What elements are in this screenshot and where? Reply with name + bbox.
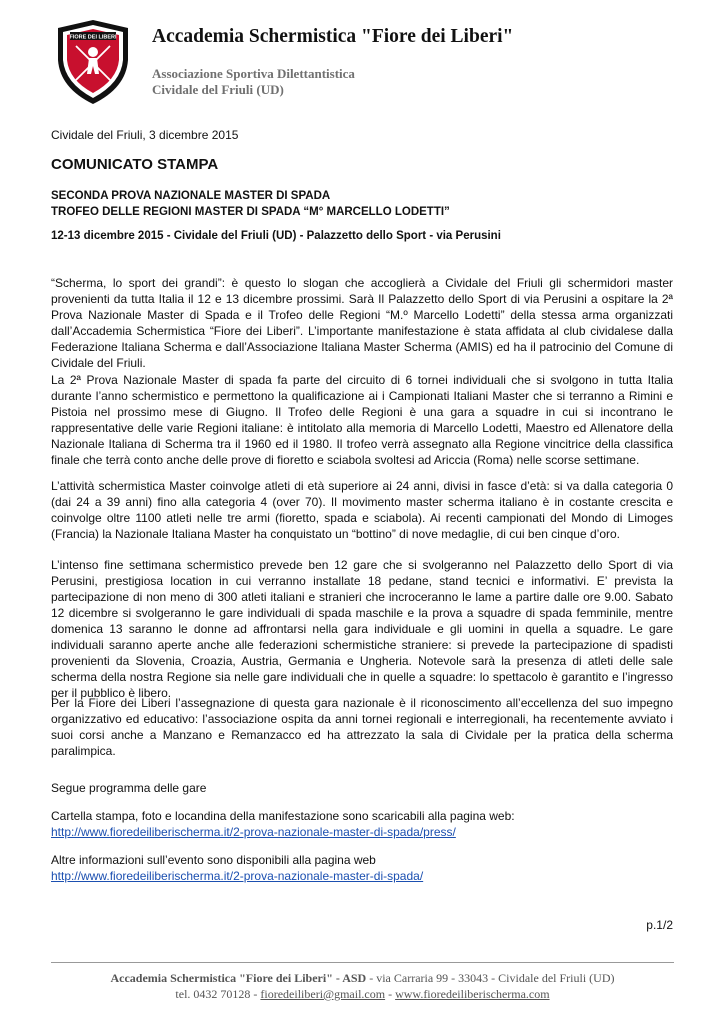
svg-text:FIORE DEI LIBERI: FIORE DEI LIBERI	[69, 34, 117, 41]
org-subtitle-line2: Cividale del Friuli (UD)	[152, 82, 284, 97]
paragraph: La 2ª Prova Nazionale Master di spada fa parte del circuito di 6 tornei individuali che si svolgono in tutta Italia durante l’anno schermistico e permettono la qualificazione ai i Campionati Italiani Master che si terranno a Rimini e Pistoia nel prossimo mese di Giugno. Il Trofeo delle Regioni è una gara a squadre in cui si incontrano le rappresentative delle varie Regioni italiane: è intitolato alla memoria di Marcello Lodetti, Maestro ed Allenatore della Nazionale Italiana di Scherma tra il 1960 ed il 1980. Il trofeo verrà assegnato alla Regione vincitrice della classifica finale che terrà conto anche delle prove di fioretto e sciabola svoltesi ad Ariccia (Roma) nelle scorse settimane.	[51, 373, 673, 467]
paragraph: L’attività schermistica Master coinvolge atleti di età superiore ai 24 anni, divisi in fasce d’età: si va dalla categoria 0 (dai 24 a 39 anni) fino alla categoria 4 (over 70). Il movimento master scherma italiano è in costante crescita e coinvolge oltre 1100 atleti nelle tre armi (fioretto, spada e sciabola). Ai recenti campionati del Mondo di Limoges (Francia) la Nazionale Italiana Master ha conquistato un “bottino” di nove medaglie, di cui ben cinque d’oro.	[51, 479, 673, 541]
paragraph: “Scherma, lo sport dei grandi”: è questo lo slogan che accoglierà a Cividale del Friuli gli schermidori master provenienti da tutta Italia il 12 e 13 dicembre prossimi. Sarà Il Palazzetto dello Sport di via Perusini a ospitare la 2ª Prova Nazionale Master di Spada e il Trofeo delle Regioni “M.º Marcello Lodetti” della stessa arma organizzati dall’Accademia Schermistica “Fiore dei Liberi”. L’importante manifestazione è stata affidata al club cividalese dalla Federazione Italiana Scherma e dall’Associazione Italiana Master Scherma (AMIS) ed ha il patrocinio del Comune di Cividale del Friuli.	[51, 276, 673, 370]
org-subtitle-line1: Associazione Sportiva Dilettantistica	[152, 66, 355, 81]
info-link[interactable]: http://www.fioredeiliberischerma.it/2-prova-nazionale-master-di-spada/	[51, 869, 424, 883]
paragraph: Per la Fiore dei Liberi l’assegnazione di questa gara nazionale è il riconoscimento all’eccellenza del suo impegno organizzativo ed educativo: l’associazione ospita da anni tornei regionali e interregionali, ha recentemente avviato i suoi corsi anche a Manzano e Remanzacco ed ha attrezzato la sala di Cividale per la pratica della scherma paralimpica.	[51, 696, 673, 758]
org-title: Accademia Schermistica "Fiore dei Liberi"	[152, 26, 514, 47]
club-logo	[54, 18, 132, 106]
footer-tel: tel. 0432 70128 -	[175, 987, 261, 1001]
footer-address: - via Carraria 99 - 33043 - Cividale del Friuli (UD)	[366, 971, 615, 985]
footer-line2	[51, 986, 674, 1002]
subheading-line2: TROFEO DELLE REGIONI MASTER DI SPADA “M° MARCELLO LODETTI”	[51, 206, 450, 218]
program-note: Segue programma delle gare	[51, 781, 207, 795]
press-link[interactable]: http://www.fioredeiliberischerma.it/2-prova-nazionale-master-di-spada/press/	[51, 825, 456, 839]
event-line: 12-13 dicembre 2015 - Cividale del Friuli (UD) - Palazzetto dello Sport - via Perusini	[51, 230, 501, 242]
footer	[51, 970, 674, 1002]
document-date: Cividale del Friuli, 3 dicembre 2015	[51, 128, 239, 142]
footer-sep: -	[385, 987, 396, 1001]
document-heading: COMUNICATO STAMPA	[51, 156, 219, 173]
paragraph: L’intenso fine settimana schermistico prevede ben 12 gare che si svolgeranno nel Palazzetto dello Sport di via Perusini, prestigiosa location in cui verranno installate 18 pedane, stand tecnici e informativi. E’ prevista la partecipazione di non meno di 300 atleti italiani e stranieri che incroceranno le lame a partire dalle ore 9.00. Sabato 12 dicembre si svolgeranno le gare individuali di spada maschile e la prova a squadre di spada femminile, mentre domenica 13 saranno le donne ad affrontarsi nella gara individuale e gli uomini in quella a squadre. Le gare individuali saranno aperte anche alle federazioni schermistiche straniere: si prevede la partecipazione di spadisti provenienti da Slovenia, Croazia, Austria, Germania e Ungheria. Notevole sarà la presenza di atleti delle sale scherma della nostra Regione sia nelle gare individuali che in quelle a squadre: lo spettacolo è garantito e l’ingresso per il pubblico è libero.	[51, 558, 673, 700]
document-subheading	[51, 188, 450, 220]
footer-email[interactable]: fioredeiliberi@gmail.com	[260, 987, 386, 1001]
footer-web[interactable]: www.fioredeiliberischerma.com	[395, 987, 550, 1001]
page-number: p.1/2	[646, 918, 673, 932]
press-info	[51, 808, 515, 840]
footer-line1	[51, 970, 674, 986]
org-subtitle	[152, 66, 355, 98]
footer-divider	[51, 962, 674, 963]
subheading-line1: SECONDA PROVA NAZIONALE MASTER DI SPADA	[51, 190, 331, 202]
more-info	[51, 852, 423, 884]
press-text: Cartella stampa, foto e locandina della manifestazione sono scaricabili alla pagina web:	[51, 809, 515, 823]
footer-org: Accademia Schermistica "Fiore dei Liberi" - ASD	[110, 971, 367, 985]
info-text: Altre informazioni sull’evento sono disponibili alla pagina web	[51, 853, 376, 867]
